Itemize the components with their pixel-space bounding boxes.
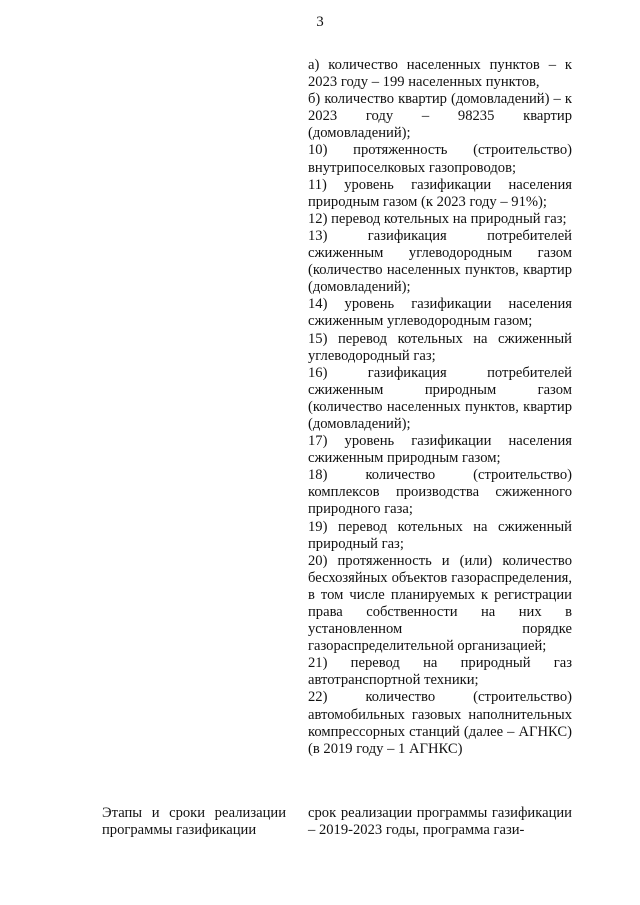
indicator-item: 22) количество (строительство) автомобильных газовых наполнительных компрессорных станций (далее – АГНКС) (в 2019 году – 1 АГНКС) xyxy=(308,689,572,757)
indicators-column xyxy=(308,57,572,758)
indicator-item: 17) уровень газификации населения сжиженным природным газом; xyxy=(308,433,572,467)
indicator-item: 10) протяженность (строительство) внутрипоселковых газопроводов; xyxy=(308,142,572,176)
indicator-item: 13) газификация потребителей сжиженным углеводородным газом (количество населенных пунктов, квартир (домовладений); xyxy=(308,227,572,296)
indicator-item: 11) уровень газификации населения природным газом (к 2023 году – 91%); xyxy=(308,176,572,210)
indicator-item: 16) газификация потребителей сжиженным природным газом (количество населенных пунктов, квартир (домовладений); xyxy=(308,364,572,432)
indicator-item: а) количество населенных пунктов – к 2023 году – 199 населенных пунктов, xyxy=(308,57,572,91)
stages-text: срок реализации программы газификации – 2019-2023 годы, программа гази- xyxy=(308,805,572,839)
indicator-item: 20) протяженность и (или) количество бесхозяйных объектов газораспределения, в том числе планируемых к регистрации права собственности на них в установленном порядке газораспределительной организацией; xyxy=(308,552,572,655)
stages-label: Этапы и сроки реализации программы газификации xyxy=(102,805,286,839)
indicator-item: 19) перевод котельных на сжиженный природный газ; xyxy=(308,518,572,552)
indicator-item: б) количество квартир (домовладений) – к 2023 году – 98235 квартир (домовладений); xyxy=(308,91,572,142)
indicator-item: 15) перевод котельных на сжиженный углеводородный газ; xyxy=(308,330,572,364)
page-number: 3 xyxy=(316,14,324,30)
indicator-item: 21) перевод на природный газ автотранспортной техники; xyxy=(308,655,572,689)
indicator-item: 14) уровень газификации населения сжиженным углеводородным газом; xyxy=(308,296,572,330)
indicator-item: 12) перевод котельных на природный газ; xyxy=(308,210,567,227)
indicator-item: 18) количество (строительство) комплексов производства сжиженного природного газа; xyxy=(308,467,572,518)
